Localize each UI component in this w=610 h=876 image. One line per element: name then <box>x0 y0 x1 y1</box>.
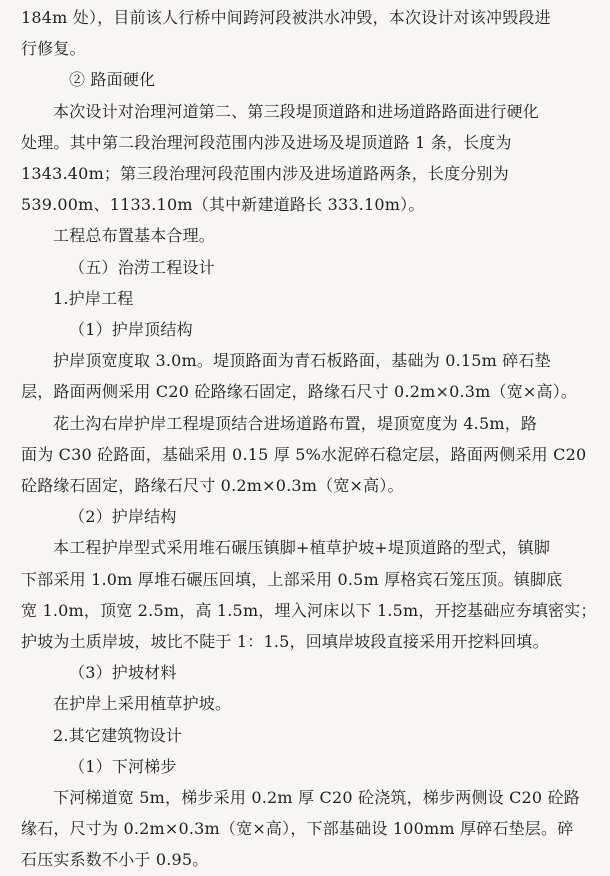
paragraph-first-line: 2.其它建筑物设计 <box>53 725 183 745</box>
paragraph-first-line: 本工程护岸型式采用堆石碾压镇脚+植草护坡+堤顶道路的型式，镇脚 <box>53 538 551 558</box>
paragraph-line: 护坡为土质岸坡，坡比不陡于 1：1.5，回填岸坡段直接采用开挖料回填。 <box>21 632 549 652</box>
paragraph-line: 层，路面两侧采用 C20 砼路缘石固定，路缘石尺寸 0.2m×0.3m（宽×高）。 <box>21 382 578 402</box>
paragraph-line: 539.00m、1133.10m（其中新建道路长 333.10m）。 <box>21 195 425 215</box>
paragraph-line: 行修复。 <box>21 39 86 59</box>
paragraph-line: 石压实系数不小于 0.95。 <box>21 850 209 870</box>
paragraph-first-line: 1.护岸工程 <box>53 288 134 308</box>
paragraph-first-line: 工程总布置基本合理。 <box>53 226 216 246</box>
document-body <box>21 2 597 876</box>
paragraph-first-line: 下河梯道宽 5m，梯步采用 0.2m 厚 C20 砼浇筑，梯步两侧设 C20 砼路 <box>53 788 580 808</box>
paragraph-line: 处理。其中第二段治理河段范围内涉及进场及堤顶道路 1 条，长度为 <box>21 132 512 152</box>
section-heading: （3）护坡材料 <box>69 663 177 683</box>
paragraph-line: 宽 1.0m，顶宽 2.5m，高 1.5m，埋入河床以下 1.5m，开挖基础应夯填密实； <box>21 600 597 620</box>
paragraph-line: 砼路缘石固定，路缘石尺寸 0.2m×0.3m（宽×高）。 <box>21 476 404 496</box>
paragraph-line: 1343.40m；第三段治理河段范围内涉及进场道路两条，长度分别为 <box>21 164 509 184</box>
section-heading: （五）治涝工程设计 <box>69 257 215 277</box>
paragraph-line: 缘石，尺寸为 0.2m×0.3m（宽×高），下部基础设 100mm 厚碎石垫层。碎 <box>21 819 574 839</box>
paragraph-line: 下部采用 1.0m 厚堆石碾压回填，上部采用 0.5m 厚格宾石笼压顶。镇脚底 <box>21 569 563 589</box>
paragraph-first-line: 护岸顶宽度取 3.0m。堤顶路面为青石板路面，基础为 0.15m 碎石垫 <box>53 351 551 371</box>
section-heading: （2）护岸结构 <box>69 507 177 527</box>
paragraph-first-line: 在护岸上采用植草护坡。 <box>53 694 232 714</box>
section-heading: （1）下河梯步 <box>69 756 177 776</box>
paragraph-line: 面为 C30 砼路面，基础采用 0.15 厚 5%水泥碎石稳定层，路面两侧采用 C20 <box>21 444 587 464</box>
paragraph-line: 184m 处），目前该人行桥中间跨河段被洪水冲毁，本次设计对该冲毁段进 <box>21 8 551 27</box>
paragraph-first-line: 花土沟右岸护岸工程堤顶结合进场道路布置，堤顶宽度为 4.5m，路 <box>53 413 538 433</box>
section-heading: （1）护岸顶结构 <box>69 320 193 340</box>
section-heading: ② 路面硬化 <box>69 70 156 90</box>
paragraph-first-line: 本次设计对治理河道第二、第三段堤顶道路和进场道路路面进行硬化 <box>53 101 540 121</box>
